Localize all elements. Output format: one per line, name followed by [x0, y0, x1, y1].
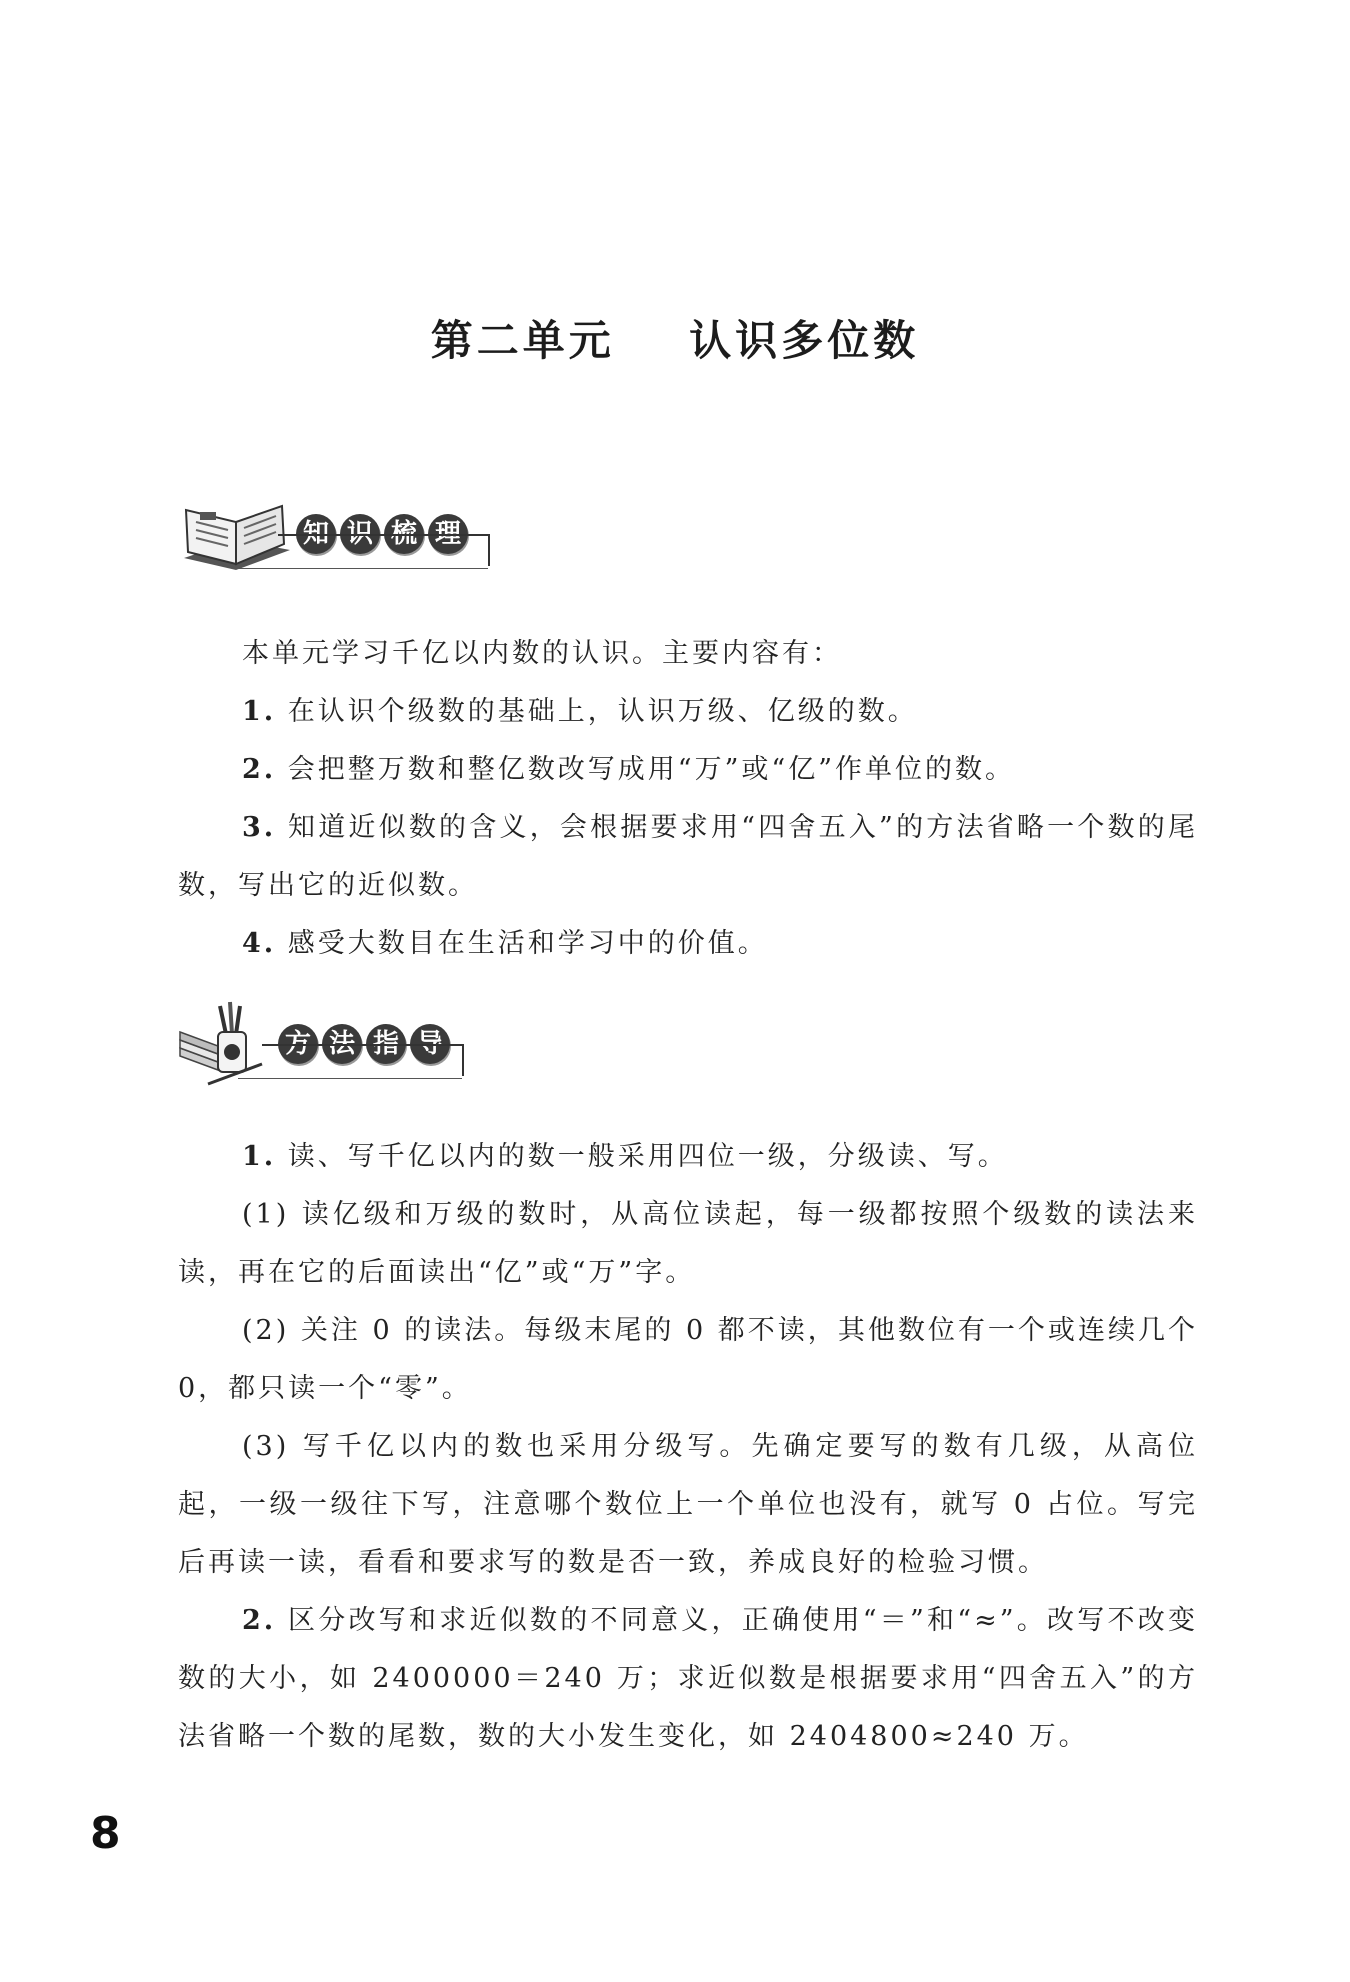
heading-char: 方 — [278, 1024, 318, 1064]
heading-char: 导 — [410, 1024, 450, 1064]
method-paragraph: (2) 关注 0 的读法。每级末尾的 0 都不读，其他数位有一个或连续几个 0，都只读一个“零”。 — [178, 1315, 1198, 1404]
heading-char: 识 — [340, 514, 380, 554]
section-header-method — [178, 1000, 498, 1080]
heading-char: 梳 — [384, 514, 424, 554]
header-underline — [238, 1078, 462, 1079]
list-item: 1. 在认识个级数的基础上，认识万级、亿级的数。 — [242, 696, 918, 727]
page-number: 8 — [90, 1808, 121, 1859]
section-header-knowledge — [178, 500, 498, 580]
page-title: 第二单元 认识多位数 — [430, 316, 920, 365]
list-item: 3. 知道近似数的含义，会根据要求用“四舍五入”的方法省略一个数的尾数，写出它的近似数。 — [178, 812, 1198, 901]
heading-char: 知 — [296, 514, 336, 554]
header-underline — [238, 568, 488, 569]
list-item: 2. 会把整万数和整亿数改写成用“万”或“亿”作单位的数。 — [242, 754, 1015, 785]
method-paragraph: 2. 区分改写和求近似数的不同意义，正确使用“＝”和“≈”。改写不改变数的大小，如 2400000＝240 万；求近似数是根据要求用“四舍五入”的方法省略一个数的尾数，数的大小发生变化，如 2404800≈240 万。 — [178, 1605, 1198, 1752]
method-paragraph: 1. 读、写千亿以内的数一般采用四位一级，分级读、写。 — [242, 1141, 1008, 1172]
heading-char: 法 — [322, 1024, 362, 1064]
header-frame-line — [262, 1044, 464, 1076]
list-item: 4. 感受大数目在生活和学习中的价值。 — [242, 928, 768, 959]
section1-intro: 本单元学习千亿以内数的认识。主要内容有： — [242, 638, 842, 669]
heading-char: 理 — [428, 514, 468, 554]
header-frame-line — [278, 534, 490, 566]
heading-char: 指 — [366, 1024, 406, 1064]
method-paragraph: (3) 写千亿以内的数也采用分级写。先确定要写的数有几级，从高位起，一级一级往下写，注意哪个数位上一个单位也没有，就写 0 占位。写完后再读一读，看看和要求写的数是否一致，养成良好的检验习惯。 — [178, 1431, 1198, 1578]
method-paragraph: (1) 读亿级和万级的数时，从高位读起，每一级都按照个级数的读法来读，再在它的后面读出“亿”或“万”字。 — [178, 1199, 1198, 1288]
